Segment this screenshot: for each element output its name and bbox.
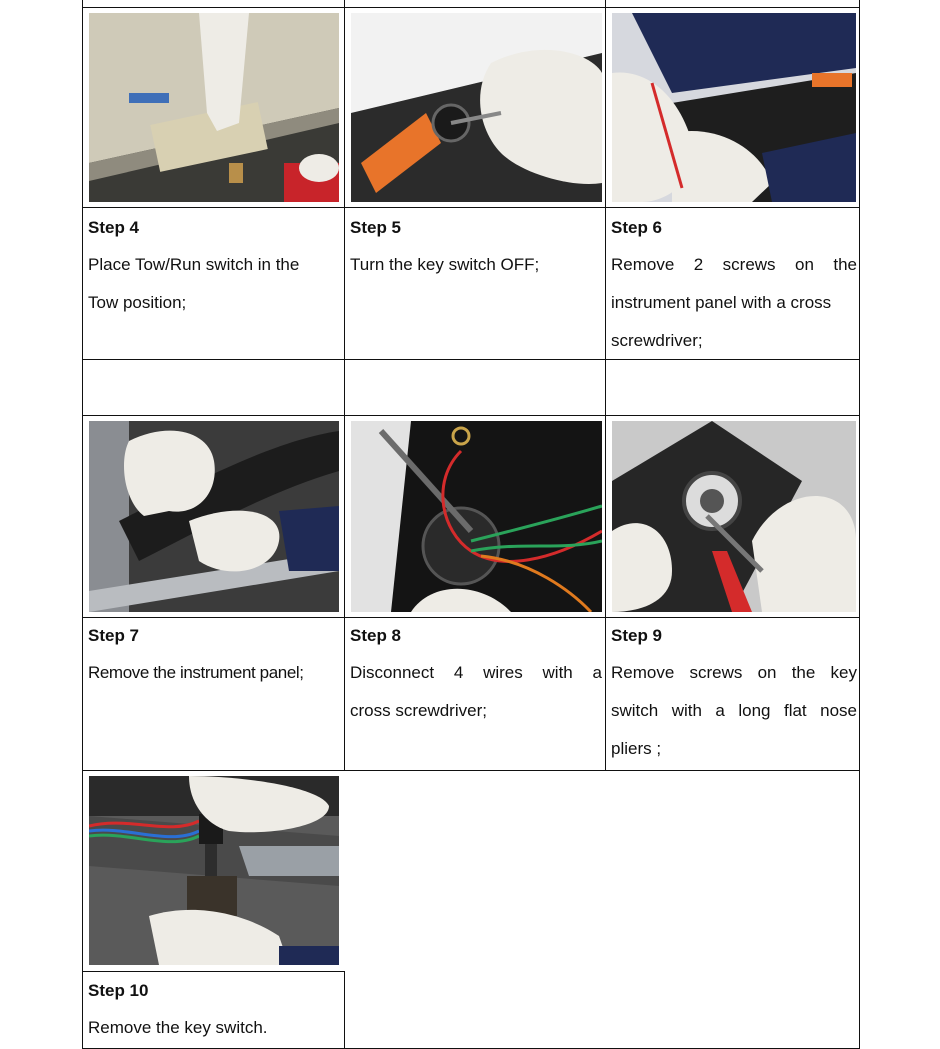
step-6-title: Step 6 <box>611 218 663 237</box>
step-4-desc-line: Tow position; <box>88 293 187 312</box>
text-cell-step-7 <box>82 617 345 771</box>
empty-cell <box>344 359 606 416</box>
text-cell-step-5 <box>344 207 606 360</box>
step-10-description <box>88 1009 338 1047</box>
step-4-title: Step 4 <box>88 218 140 237</box>
step-6-desc-line: screwdriver; <box>611 331 703 350</box>
step-4-photo <box>89 13 339 202</box>
step-6-photo <box>612 13 856 202</box>
text-cell-step-10 <box>82 971 345 1049</box>
photo-cell-step-9 <box>605 415 860 618</box>
step-4-description <box>88 246 338 322</box>
photo-cell-step-6 <box>605 7 860 208</box>
blank-block <box>344 770 860 1049</box>
step-7-photo <box>89 421 339 612</box>
step-5-description <box>350 246 600 284</box>
step-9-desc-line: switch with a long flat nose <box>611 701 857 720</box>
photo-cell-step-8 <box>344 415 606 618</box>
step-8-title: Step 8 <box>350 626 402 645</box>
step-4-desc-line: Place Tow/Run switch in the <box>88 255 300 274</box>
step-10-photo <box>89 776 339 965</box>
step-7-description <box>88 654 342 692</box>
step-8-desc-line: Disconnect 4 wires with a <box>350 663 602 682</box>
text-cell-step-9 <box>605 617 860 771</box>
step-10-title: Step 10 <box>88 981 149 1000</box>
text-cell-step-6 <box>605 207 860 360</box>
photo-cell-step-5 <box>344 7 606 208</box>
step-6-desc-line: Remove 2 screws on the <box>611 255 857 274</box>
step-5-title: Step 5 <box>350 218 402 237</box>
step-7-desc-line: Remove the instrument panel; <box>88 663 304 682</box>
step-5-desc-line: Turn the key switch OFF; <box>350 255 540 274</box>
photo-cell-step-4 <box>82 7 345 208</box>
step-9-desc-line: Remove screws on the key <box>611 663 857 682</box>
text-cell-step-8 <box>344 617 606 771</box>
empty-cell <box>605 359 860 416</box>
photo-cell-step-7 <box>82 415 345 618</box>
step-6-description <box>611 246 857 360</box>
step-5-photo <box>351 13 602 202</box>
photo-cell-step-10 <box>82 770 345 972</box>
step-8-desc-line: cross screwdriver; <box>350 701 487 720</box>
text-cell-step-4 <box>82 207 345 360</box>
empty-cell <box>82 359 345 416</box>
step-8-photo <box>351 421 602 612</box>
step-9-desc-line: pliers ; <box>611 739 662 758</box>
step-8-description <box>350 654 602 730</box>
step-9-title: Step 9 <box>611 626 663 645</box>
step-9-description <box>611 654 857 768</box>
step-6-desc-line: instrument panel with a cross <box>611 293 832 312</box>
step-7-title: Step 7 <box>88 626 140 645</box>
step-10-desc-line: Remove the key switch. <box>88 1018 268 1037</box>
step-9-photo <box>612 421 856 612</box>
